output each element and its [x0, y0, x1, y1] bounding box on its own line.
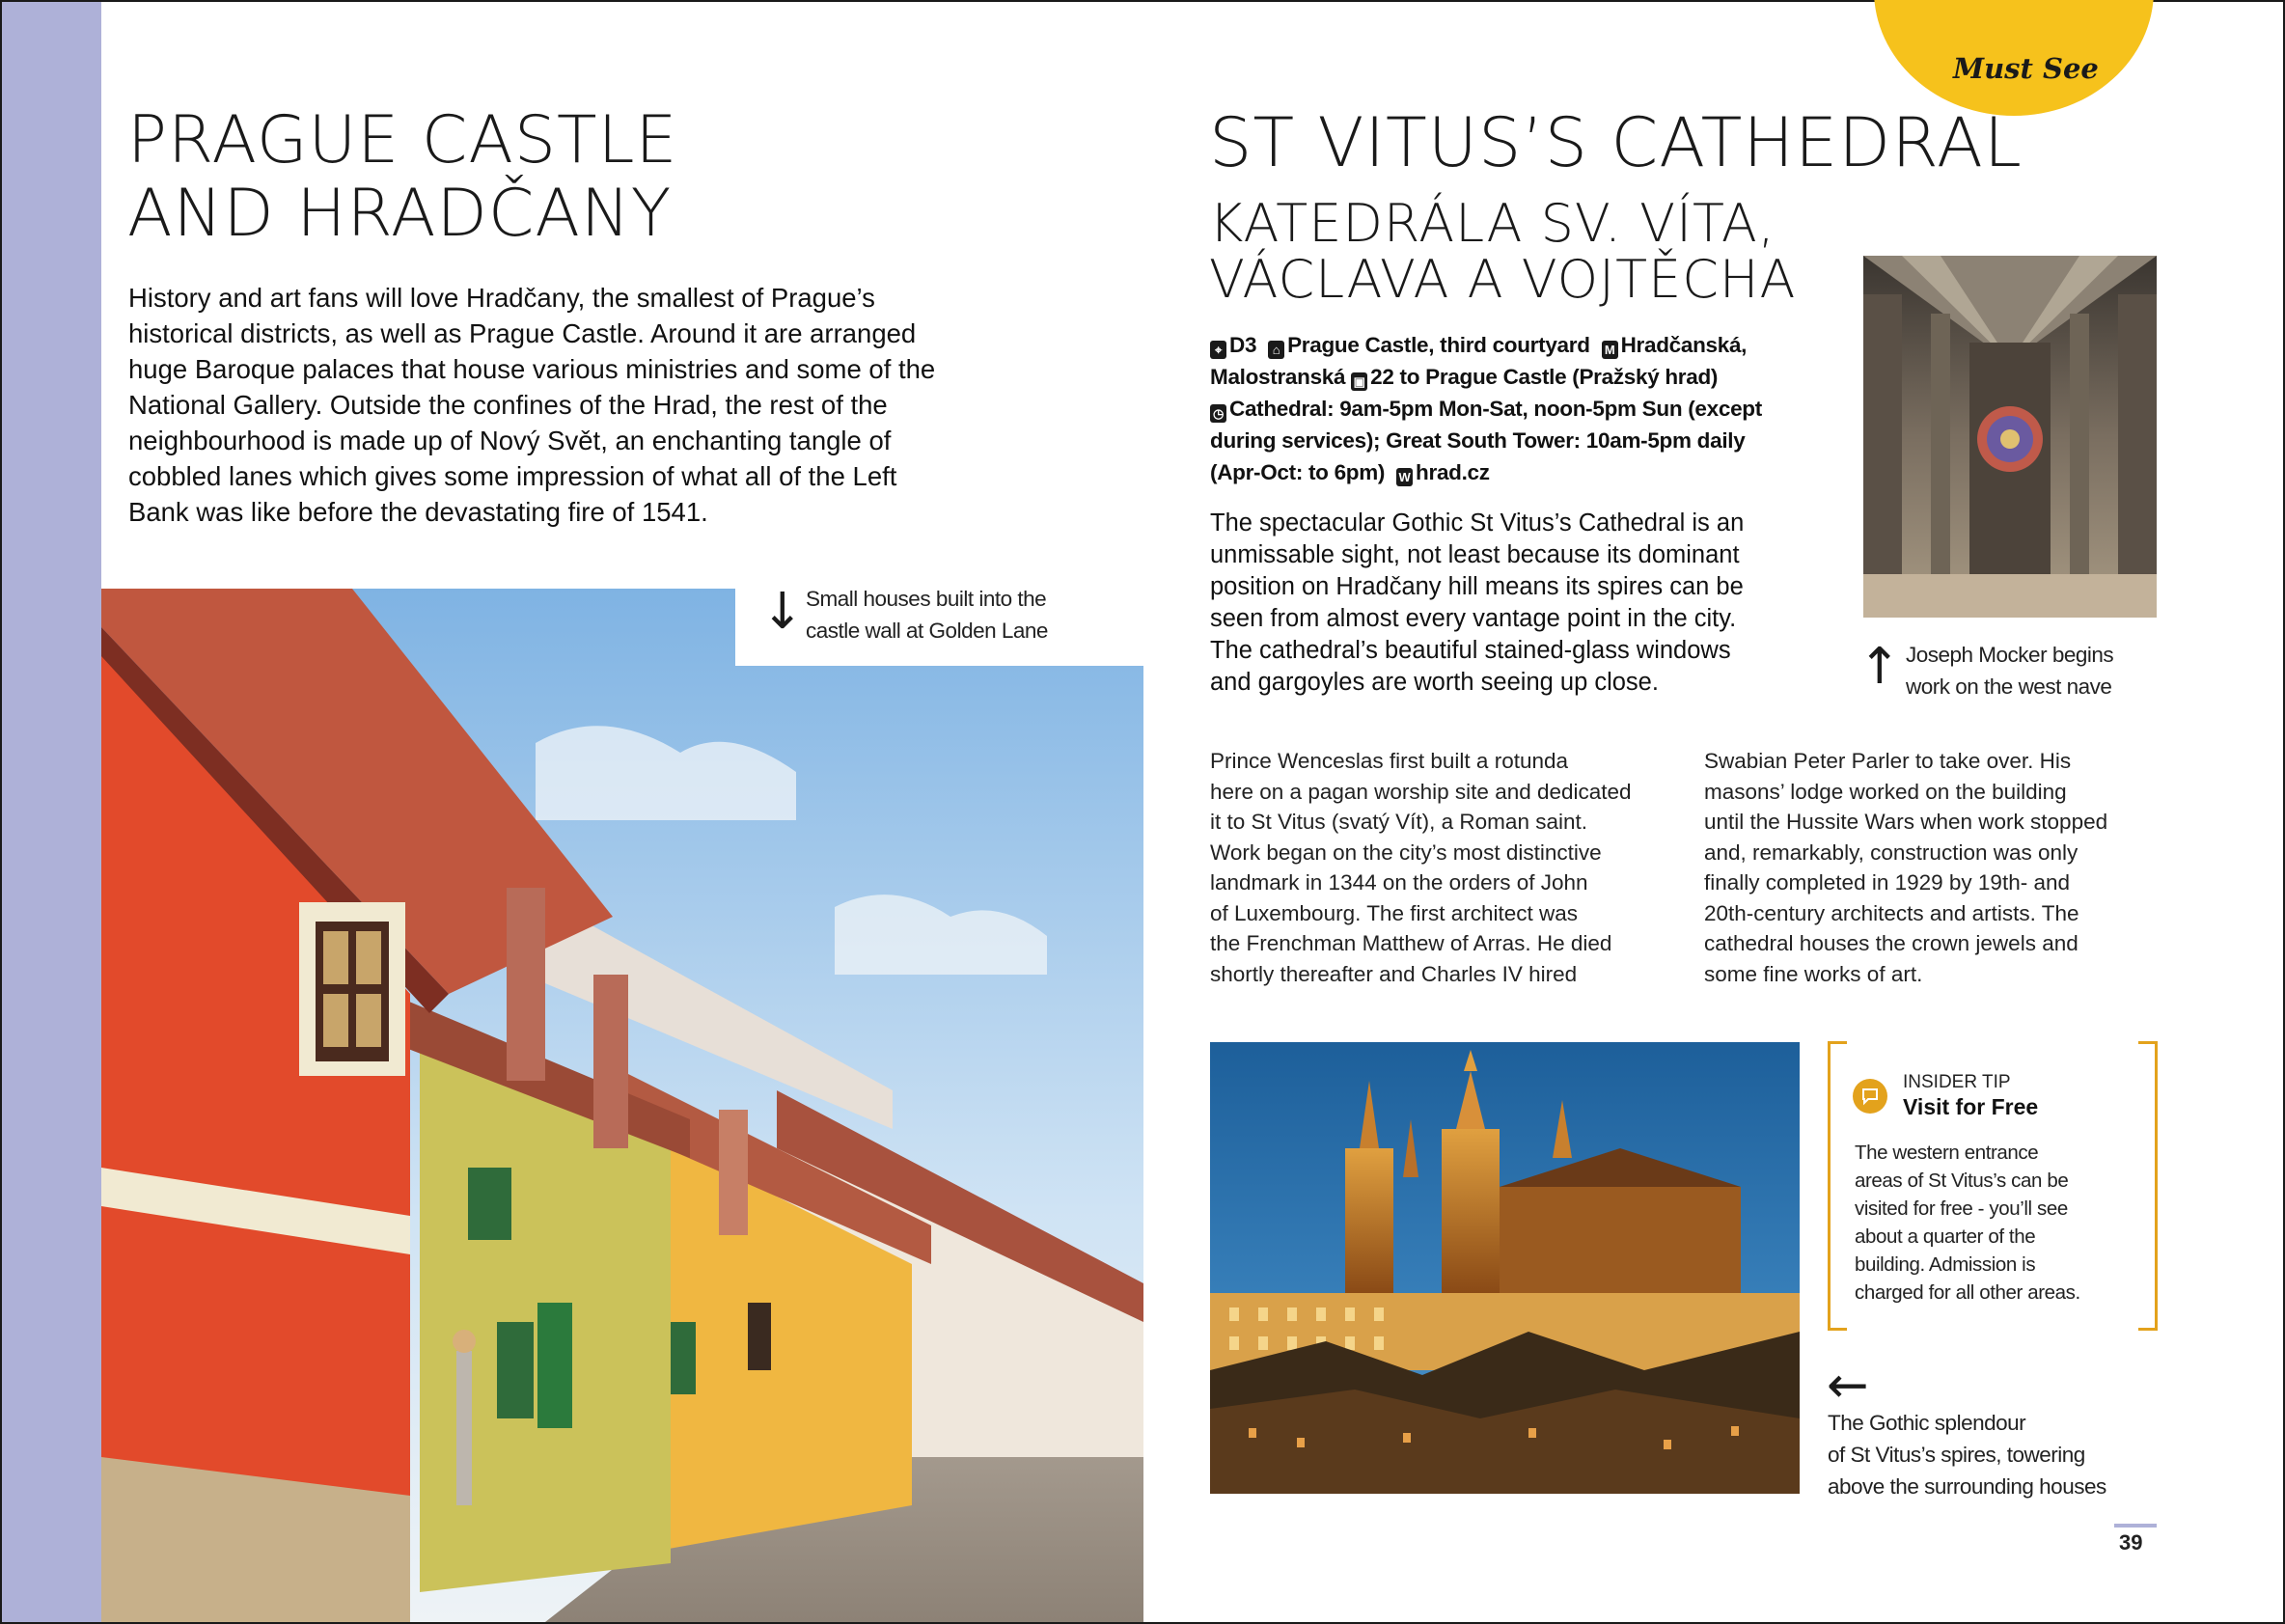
arrow-up-icon: ↑: [1858, 638, 1901, 696]
body-line: of Luxembourg. The first architect was: [1210, 900, 1579, 925]
body-line: landmark in 1344 on the orders of John: [1210, 870, 1588, 895]
page-number: 39: [2119, 1530, 2143, 1555]
subtitle-line1: KATEDRÁLA SV. VÍTA,: [1209, 193, 1776, 254]
website-link[interactable]: hrad.cz: [1416, 460, 1490, 484]
intro-line: unmissable sight, not least because its dominant: [1210, 541, 1740, 568]
arrow-down-icon: ↓: [761, 583, 804, 641]
intro-line: position on Hradčany hill means its spires can be: [1210, 573, 1744, 600]
section-heading-line1: PRAGUE CASTLE: [127, 102, 678, 179]
intro-line: National Gallery. Outside the confines of the Hrad, the rest of the: [128, 390, 888, 420]
tip-line: building. Admission is: [1855, 1253, 2036, 1276]
caption-line: castle wall at Golden Lane: [806, 619, 1048, 643]
intro-line: Bank was like before the devastating fire of 1541.: [128, 497, 708, 527]
body-line: some fine works of art.: [1704, 961, 1923, 986]
section-color-strip: [2, 2, 101, 1622]
body-line: Work began on the city’s most distinctive: [1210, 840, 1602, 865]
arrow-left-icon: ←: [1827, 1357, 1869, 1415]
body-line: the Frenchman Matthew of Arras. He died: [1210, 931, 1612, 955]
cathedral-nave-photo: [1863, 256, 2157, 618]
caption-line: of St Vitus’s spires, towering: [1828, 1443, 2085, 1467]
golden-lane-photo: [101, 583, 1143, 1622]
caption-line: work on the west nave: [1906, 674, 2112, 699]
intro-line: neighbourhood is made up of Nový Svět, an enchanting tangle of: [128, 426, 892, 455]
body-column-1: [1210, 746, 1673, 989]
tip-line: The western entrance: [1855, 1142, 2039, 1164]
cathedral-spires-photo: [1210, 1042, 1800, 1494]
page-number-bar: [2114, 1524, 2157, 1528]
practical-info: [1210, 329, 1837, 488]
opening-hours-1: Cathedral: 9am-5pm Mon-Sat, noon-5pm Sun (except: [1229, 397, 1762, 421]
caption-line: Joseph Mocker begins: [1906, 643, 2114, 667]
tip-line: charged for all other areas.: [1855, 1281, 2080, 1304]
intro-line: The cathedral’s beautiful stained-glass windows: [1210, 637, 1731, 664]
cathedral-subtitle: [1209, 193, 1797, 310]
body-line: masons’ lodge worked on the building: [1704, 779, 2067, 804]
metro-station-2: Malostranská: [1210, 365, 1346, 389]
intro-line: and gargoyles are worth seeing up close.: [1210, 669, 1659, 696]
insider-tip-title: Visit for Free: [1903, 1094, 2039, 1119]
body-line: until the Hussite Wars when work stopped: [1704, 810, 2108, 834]
tram-icon: ▣: [1351, 372, 1367, 391]
web-icon: W: [1396, 468, 1413, 486]
cathedral-intro: [1210, 508, 1828, 699]
section-heading-line2: AND HRADČANY: [127, 176, 673, 252]
section-heading: [127, 104, 677, 251]
intro-line: cobbled lanes which gives some impression of what all of the Left: [128, 461, 897, 491]
body-column-2: [1704, 746, 2167, 989]
opening-hours-3: (Apr-Oct: to 6pm): [1210, 460, 1386, 484]
golden-lane-caption: [806, 583, 1134, 647]
body-line: here on a pagan worship site and dedicated: [1210, 779, 1632, 804]
intro-line: seen from almost every vantage point in the city.: [1210, 605, 1737, 632]
intro-line: historical districts, as well as Prague Castle. Around it are arranged: [128, 318, 917, 348]
section-intro: [128, 280, 1035, 530]
body-line: finally completed in 1929 by 19th- and: [1704, 870, 2070, 895]
caption-line: Small houses built into the: [806, 587, 1047, 611]
tram-info: 22 to Prague Castle (Pražský hrad): [1370, 365, 1719, 389]
map-pin-icon: ⌖: [1210, 341, 1226, 359]
map-ref: D3: [1229, 333, 1257, 357]
spires-caption: [1828, 1407, 2156, 1502]
insider-tip-text: [1855, 1139, 2144, 1307]
must-see-label: Must See: [1953, 52, 2099, 85]
body-line: shortly thereafter and Charles IV hired: [1210, 961, 1578, 986]
body-line: and, remarkably, construction was only: [1704, 840, 2079, 865]
opening-hours-2: during services); Great South Tower: 10am-5pm daily: [1210, 428, 1746, 453]
tip-line: about a quarter of the: [1855, 1225, 2036, 1248]
intro-line: huge Baroque palaces that house various ministries and some of the: [128, 354, 936, 384]
cathedral-title: ST VITUS’S CATHEDRAL: [1209, 103, 2023, 182]
home-icon: ⌂: [1268, 341, 1284, 359]
metro-icon: M: [1602, 341, 1618, 359]
caption-line: above the surrounding houses: [1828, 1474, 2106, 1499]
intro-line: History and art fans will love Hradčany, the smallest of Prague’s: [128, 283, 875, 313]
caption-line: The Gothic splendour: [1828, 1411, 2026, 1435]
clock-icon: ◷: [1210, 404, 1226, 423]
tip-line: visited for free - you’ll see: [1855, 1197, 2068, 1220]
intro-line: The spectacular Gothic St Vitus’s Cathedral is an: [1210, 509, 1745, 537]
body-line: Prince Wenceslas first built a rotunda: [1210, 749, 1569, 773]
metro-station: Hradčanská,: [1620, 333, 1748, 357]
subtitle-line2: VÁCLAVA A VOJTĚCHA: [1209, 249, 1797, 310]
speech-bubble-icon: [1853, 1079, 1887, 1114]
body-line: Swabian Peter Parler to take over. His: [1704, 749, 2072, 773]
nave-caption: [1906, 639, 2157, 702]
address: Prague Castle, third courtyard: [1287, 333, 1590, 357]
body-line: it to St Vitus (svatý Vít), a Roman saint.: [1210, 810, 1587, 834]
tip-line: areas of St Vitus’s can be: [1855, 1170, 2069, 1192]
body-line: cathedral houses the crown jewels and: [1704, 931, 2079, 955]
body-line: 20th-century architects and artists. The: [1704, 900, 2079, 925]
insider-tip-box: [1828, 1041, 2158, 1331]
insider-tip-label: INSIDER TIP: [1903, 1072, 2011, 1092]
